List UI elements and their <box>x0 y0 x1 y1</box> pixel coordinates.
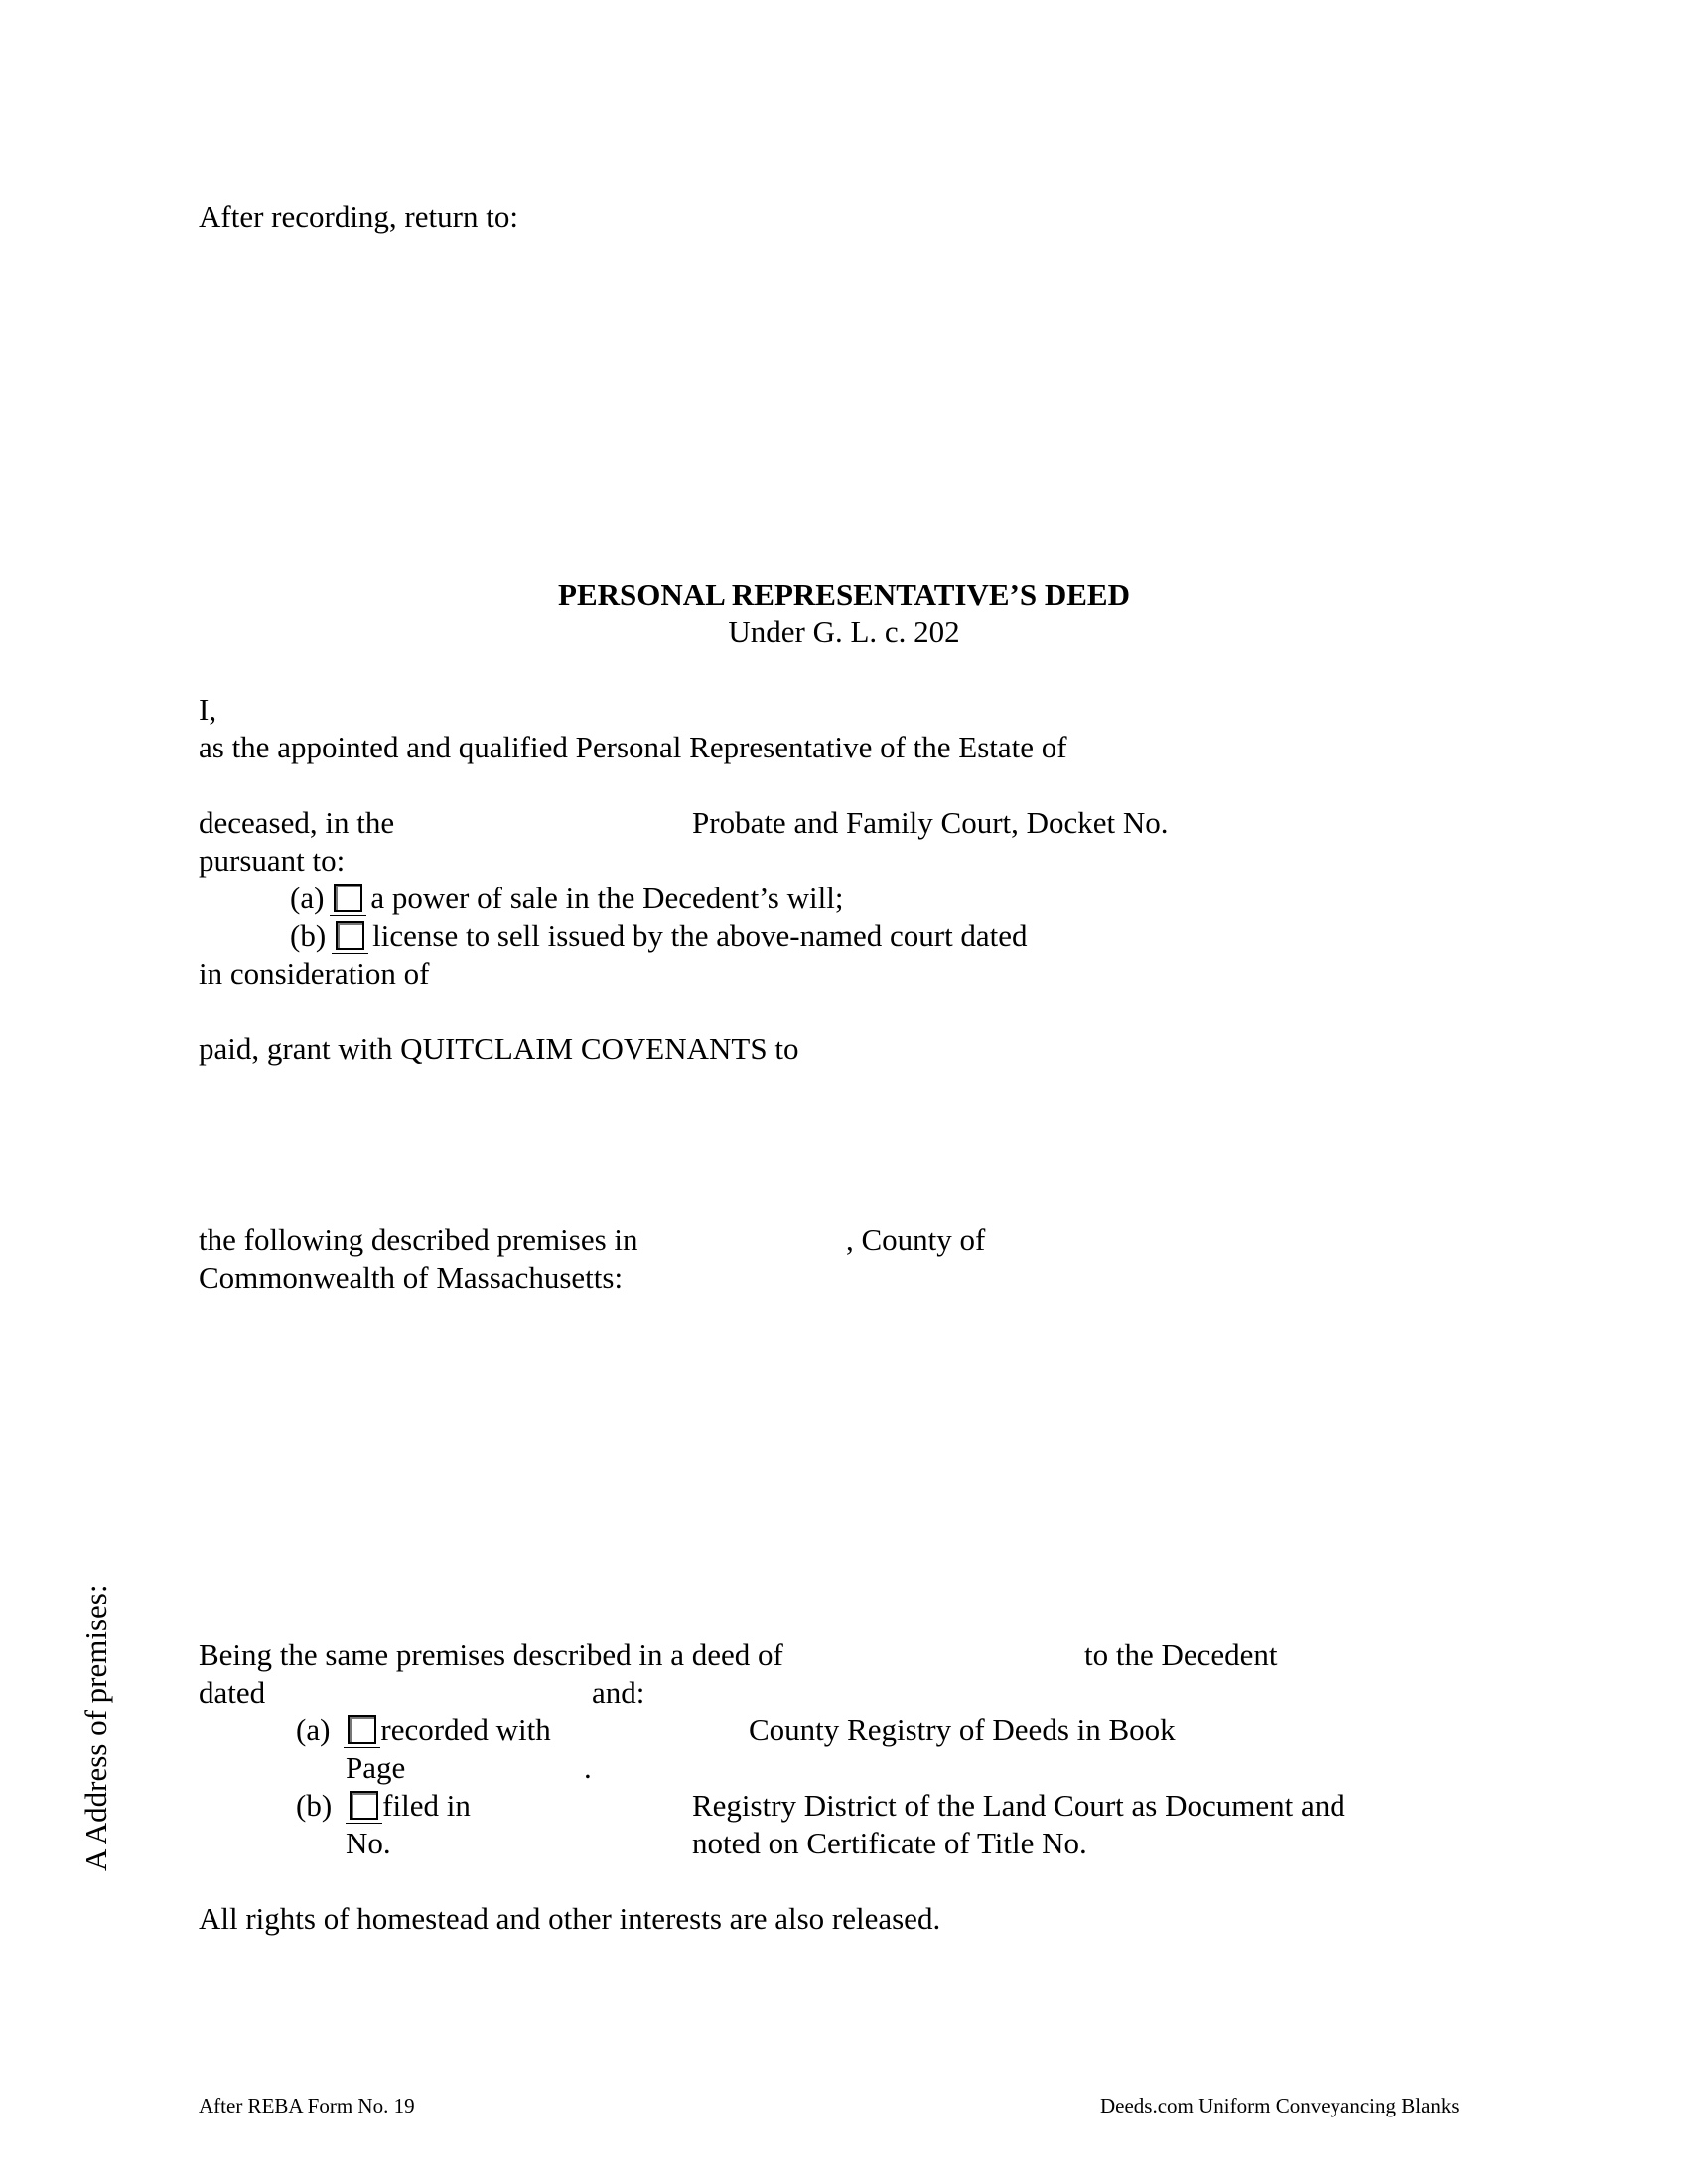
recorded-label-a: (a) <box>296 1712 331 1747</box>
probate-court-docket: Probate and Family Court, Docket No. <box>692 805 1169 840</box>
license-to-sell-checkbox[interactable] <box>336 921 364 950</box>
grant-clause: paid, grant with QUITCLAIM COVENANTS to <box>199 1031 799 1066</box>
deceased-in-the: deceased, in the <box>199 805 395 840</box>
document-title: PERSONAL REPRESENTATIVE’S DEED <box>558 577 1130 612</box>
to-the-decedent: to the Decedent <box>1084 1637 1278 1672</box>
premises-in: the following described premises in <box>199 1222 638 1257</box>
and-label: and: <box>592 1675 645 1709</box>
commonwealth-label: Commonwealth of Massachusetts: <box>199 1260 624 1295</box>
option-a-text: a power of sale in the Decedent’s will; <box>370 881 844 915</box>
option-a-label: (a) <box>290 881 325 915</box>
filed-label-b: (b) <box>296 1788 333 1823</box>
power-of-sale-checkbox[interactable] <box>334 884 362 912</box>
homestead-release: All rights of homestead and other interests are also released. <box>199 1901 941 1936</box>
page-period: . <box>584 1750 592 1785</box>
address-of-premises-margin-label <box>77 1544 115 1871</box>
recorded-row <box>296 1711 551 1749</box>
certificate-of-title: noted on Certificate of Title No. <box>692 1826 1087 1860</box>
grantor-intro: I, <box>199 692 217 727</box>
filed-in-text: filed in <box>382 1788 471 1823</box>
footer-publisher: Deeds.com Uniform Conveyancing Blanks <box>1100 2094 1460 2117</box>
pursuant-to: pursuant to: <box>199 843 346 878</box>
document-subtitle: Under G. L. c. 202 <box>728 614 960 649</box>
return-to-label: After recording, return to: <box>199 200 518 234</box>
option-a-row <box>290 880 843 917</box>
filed-row <box>296 1787 471 1825</box>
page-label: Page <box>346 1750 406 1785</box>
margin-label-text: Address of premises: <box>78 1584 113 1845</box>
option-b-row <box>290 917 1028 955</box>
recorded-with-text: recorded with <box>380 1712 551 1747</box>
representative-clause: as the appointed and qualified Personal Representative of the Estate of <box>199 730 1067 764</box>
margin-cut-prefix: A <box>78 1850 113 1871</box>
footer-form-number: After REBA Form No. 19 <box>199 2094 415 2117</box>
option-b-label: (b) <box>290 918 327 953</box>
option-b-text: license to sell issued by the above-named court dated <box>372 918 1028 953</box>
recorded-with-checkbox[interactable] <box>348 1715 376 1744</box>
being-same-premises: Being the same premises described in a deed of <box>199 1637 783 1672</box>
consideration-label: in consideration of <box>199 956 430 991</box>
county-of: , County of <box>846 1222 986 1257</box>
county-registry-book: County Registry of Deeds in Book <box>749 1712 1176 1747</box>
dated-label: dated <box>199 1675 266 1709</box>
document-no-label: No. <box>346 1826 391 1860</box>
filed-in-checkbox[interactable] <box>350 1791 378 1820</box>
registry-district: Registry District of the Land Court as Document and <box>692 1788 1345 1823</box>
